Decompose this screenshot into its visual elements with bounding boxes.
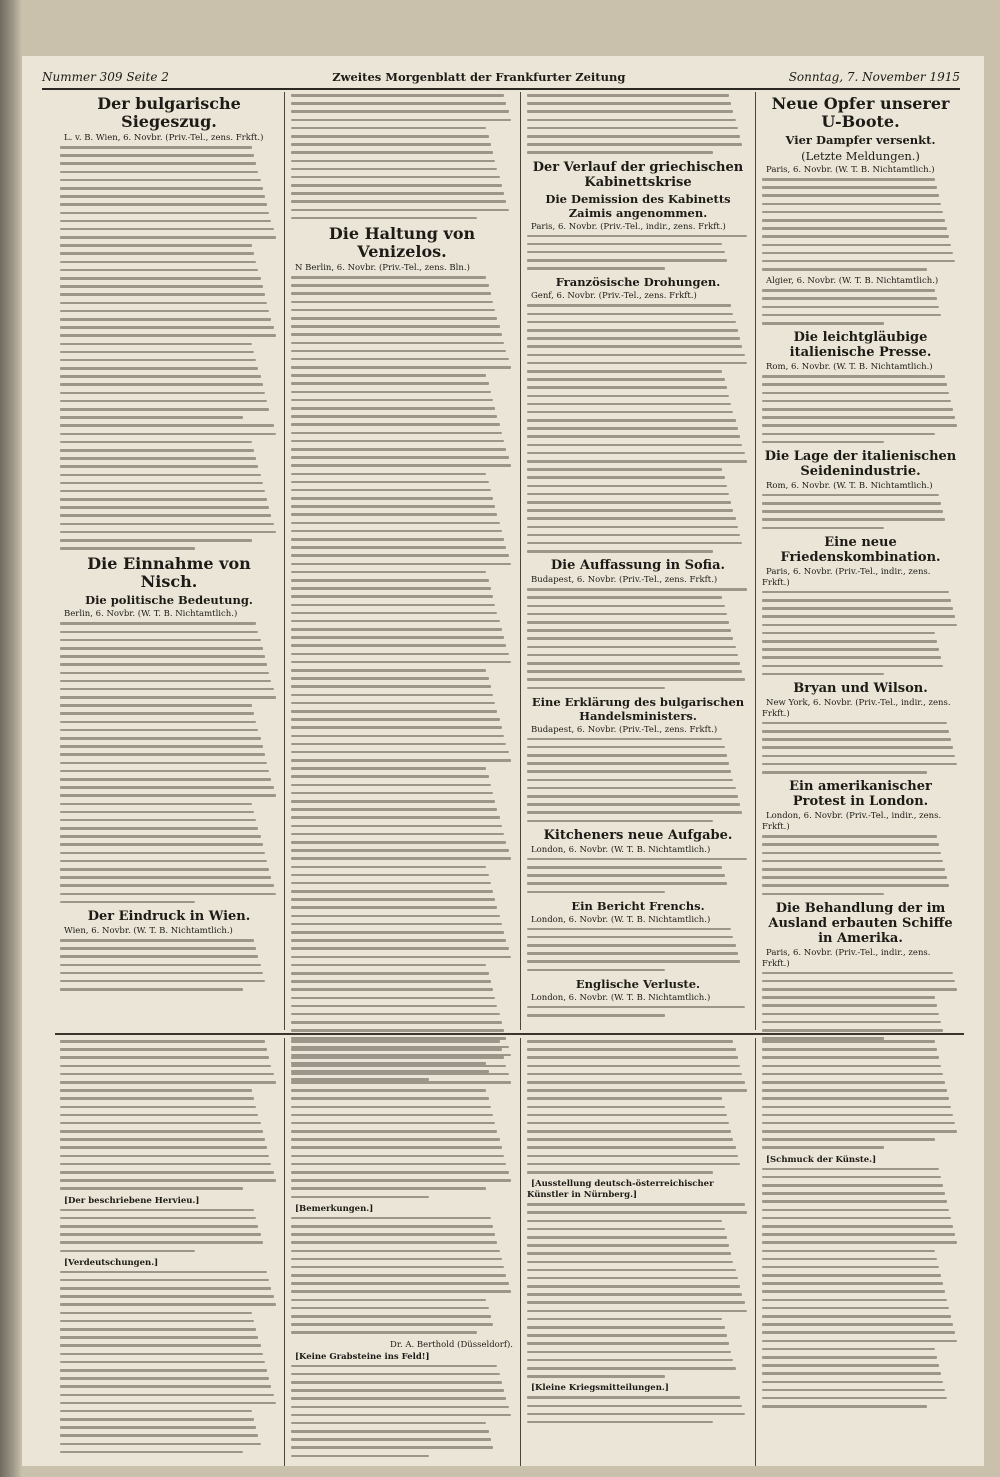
issue-date: Sonntag, 7. November 1915 [788, 70, 960, 84]
article-body [527, 94, 749, 154]
article-body [762, 591, 959, 675]
article-body [762, 289, 959, 324]
article-body [527, 858, 749, 893]
byline: Wien, 6. Novbr. (W. T. B. Nichtamtlich.) [64, 925, 233, 936]
byline: Paris, 6. Novbr. (Priv.-Tel., indir., zens. Frkft.) [762, 947, 931, 969]
article-body [762, 835, 959, 895]
column-2 [286, 92, 518, 1030]
byline: Paris, 6. Novbr. (W. T. B. Nichtamtlich.) [766, 165, 935, 175]
feuilleton-column-4 [757, 1038, 964, 1466]
feuilleton-item-label: [Kleine Kriegsmitteilungen.] [531, 1383, 669, 1394]
byline: Budapest, 6. Novbr. (Priv.-Tel., zens. Frkft.) [531, 575, 718, 586]
page-header [42, 68, 960, 86]
article-body [60, 146, 278, 550]
byline: London, 6. Novbr. (W. T. B. Nichtamtlich.) [531, 992, 711, 1003]
feuilleton-body [291, 1365, 513, 1458]
feuilleton-item-label: [Ausstellung deutsch-österreichischer Künstler in Nürnberg.] [527, 1179, 714, 1201]
article-body [762, 722, 959, 774]
column-rule [520, 1038, 521, 1466]
article-body [762, 494, 959, 529]
section-heading: Eine Erklärung des bulgarischen Handelsministers. [531, 694, 745, 723]
column-rule [755, 1038, 756, 1466]
feuilleton-body [60, 1209, 278, 1253]
byline: Berlin, 6. Novbr. (W. T. B. Nichtamtlich.) [64, 609, 238, 620]
article-body [60, 939, 278, 991]
article-body [527, 235, 749, 270]
headline-venizelos: Die Haltung von Venizelos. [328, 224, 476, 261]
byline: New York, 6. Novbr. (Priv.-Tel., indir., zens. Frkft.) [762, 697, 951, 719]
feuilleton-item-label: [Bemerkungen.] [295, 1203, 374, 1214]
issue-label: Nummer 309 Seite 2 [42, 70, 169, 84]
byline: London, 6. Novbr. (Priv.-Tel., indir., zens. Frkft.) [762, 811, 942, 833]
headline-sofia: Die Auffassung in Sofia. [550, 558, 726, 574]
byline: Budapest, 6. Novbr. (Priv.-Tel., zens. Frkft.) [531, 724, 718, 735]
section-heading: Ein Bericht Frenchs. [571, 898, 705, 913]
byline: N Berlin, 6. Novbr. (Priv.-Tel., zens. Bln.) [295, 263, 470, 273]
feuilleton-body [291, 1217, 513, 1334]
feuilleton-body [60, 1040, 278, 1190]
headline-kitchener: Kitcheners neue Aufgabe. [543, 827, 733, 843]
article-body [762, 178, 959, 271]
article-body [762, 375, 959, 443]
column-3 [522, 92, 754, 1030]
headline-bryan-wilson: Bryan und Wilson. [793, 680, 928, 696]
column-rule [284, 1038, 285, 1466]
byline: Rom, 6. Novbr. (W. T. B. Nichtamtlich.) [766, 362, 933, 373]
byline: Rom, 6. Novbr. (W. T. B. Nichtamtlich.) [766, 480, 933, 491]
article-body [527, 928, 749, 972]
feuilleton-body [762, 1168, 959, 1408]
feuilleton-body [291, 1040, 513, 1198]
byline: L. v. B. Wien, 6. Novbr. (Priv.-Tel., zens. Frkft.) [64, 133, 264, 143]
feuilleton-item-label: [Schmuck der Künste.] [766, 1154, 877, 1165]
masthead: Zweites Morgenblatt der Frankfurter Zeitung [332, 70, 626, 84]
headline-greek-crisis: Der Verlauf der griechischen Kabinettskrise [532, 159, 744, 190]
byline: London, 6. Novbr. (W. T. B. Nichtamtlich.) [531, 844, 711, 855]
subheadline: Die Demission des Kabinetts Zaimis angenommen. [545, 191, 731, 220]
article-body [762, 972, 959, 1040]
subheadline: Vier Dampfer versenkt. [785, 133, 936, 147]
headline-u-boats: Neue Opfer unserer U-Boote. [771, 94, 950, 131]
article-body [60, 622, 278, 903]
byline: Algier, 6. Novbr. (W. T. B. Nichtamtlich.) [766, 276, 939, 287]
article-body [527, 588, 749, 689]
feuilleton-body [527, 1203, 749, 1378]
column-rule [284, 92, 285, 1030]
feuilleton-body [527, 1396, 749, 1423]
feuilleton-column-3 [522, 1038, 754, 1466]
headline-american-protest: Ein amerikanischer Protest in London. [789, 779, 932, 810]
headline-bulgarian-advance: Der bulgarische Siegeszug. [97, 94, 241, 131]
byline: Paris, 6. Novbr. (Priv.-Tel., indir., zens. Frkft.) [531, 221, 726, 232]
feuilleton-body [60, 1271, 278, 1454]
article-body [527, 1006, 749, 1017]
feuilleton-column-1 [55, 1038, 283, 1466]
article-body [527, 304, 749, 552]
header-rule [42, 88, 960, 90]
feuilleton-item-label: [Der beschriebene Hervieu.] [64, 1195, 200, 1206]
scan-binding-edge [0, 0, 22, 1477]
column-rule [755, 92, 756, 1030]
article-body [291, 94, 513, 219]
byline: London, 6. Novbr. (W. T. B. Nichtamtlich.) [531, 914, 711, 925]
byline: Paris, 6. Novbr. (Priv.-Tel., indir., zens. Frkft.) [762, 566, 931, 588]
feuilleton-item-label: [Keine Grabsteine ins Feld!] [295, 1351, 430, 1362]
headline-foreign-ships: Die Behandlung der im Ausland erbauten Schiffe in Amerika. [768, 900, 953, 946]
column-1 [55, 92, 283, 1030]
feuilleton-body [762, 1040, 959, 1149]
feuilleton-author: Dr. A. Berthold (Düsseldorf). [390, 1339, 513, 1350]
column-rule [520, 92, 521, 1030]
headline-peace-combination: Eine neue Friedenskombination. [780, 534, 941, 565]
headline-italian-press: Die leichtgläubige italienische Presse. [789, 330, 932, 361]
feuilleton-body [527, 1040, 749, 1174]
subheadline: Die politische Bedeutung. [85, 593, 253, 608]
article-body [527, 738, 749, 822]
headline-silk-industry: Die Lage der italienischen Seidenindustrie. [764, 448, 957, 479]
feuilleton-column-2 [286, 1038, 518, 1466]
section-heading: Französische Drohungen. [555, 275, 721, 290]
column-4 [757, 92, 964, 1030]
byline: Genf, 6. Novbr. (Priv.-Tel., zens. Frkft.) [531, 291, 697, 302]
section-heading: Englische Verluste. [575, 976, 701, 991]
feuilleton-item-label: [Verdeutschungen.] [64, 1257, 159, 1268]
headline-vienna: Der Eindruck in Wien. [87, 908, 251, 924]
headline-nisch: Die Einnahme von Nisch. [87, 554, 251, 592]
article-body [291, 276, 513, 1081]
subheadline-note: (Letzte Meldungen.) [801, 149, 920, 163]
